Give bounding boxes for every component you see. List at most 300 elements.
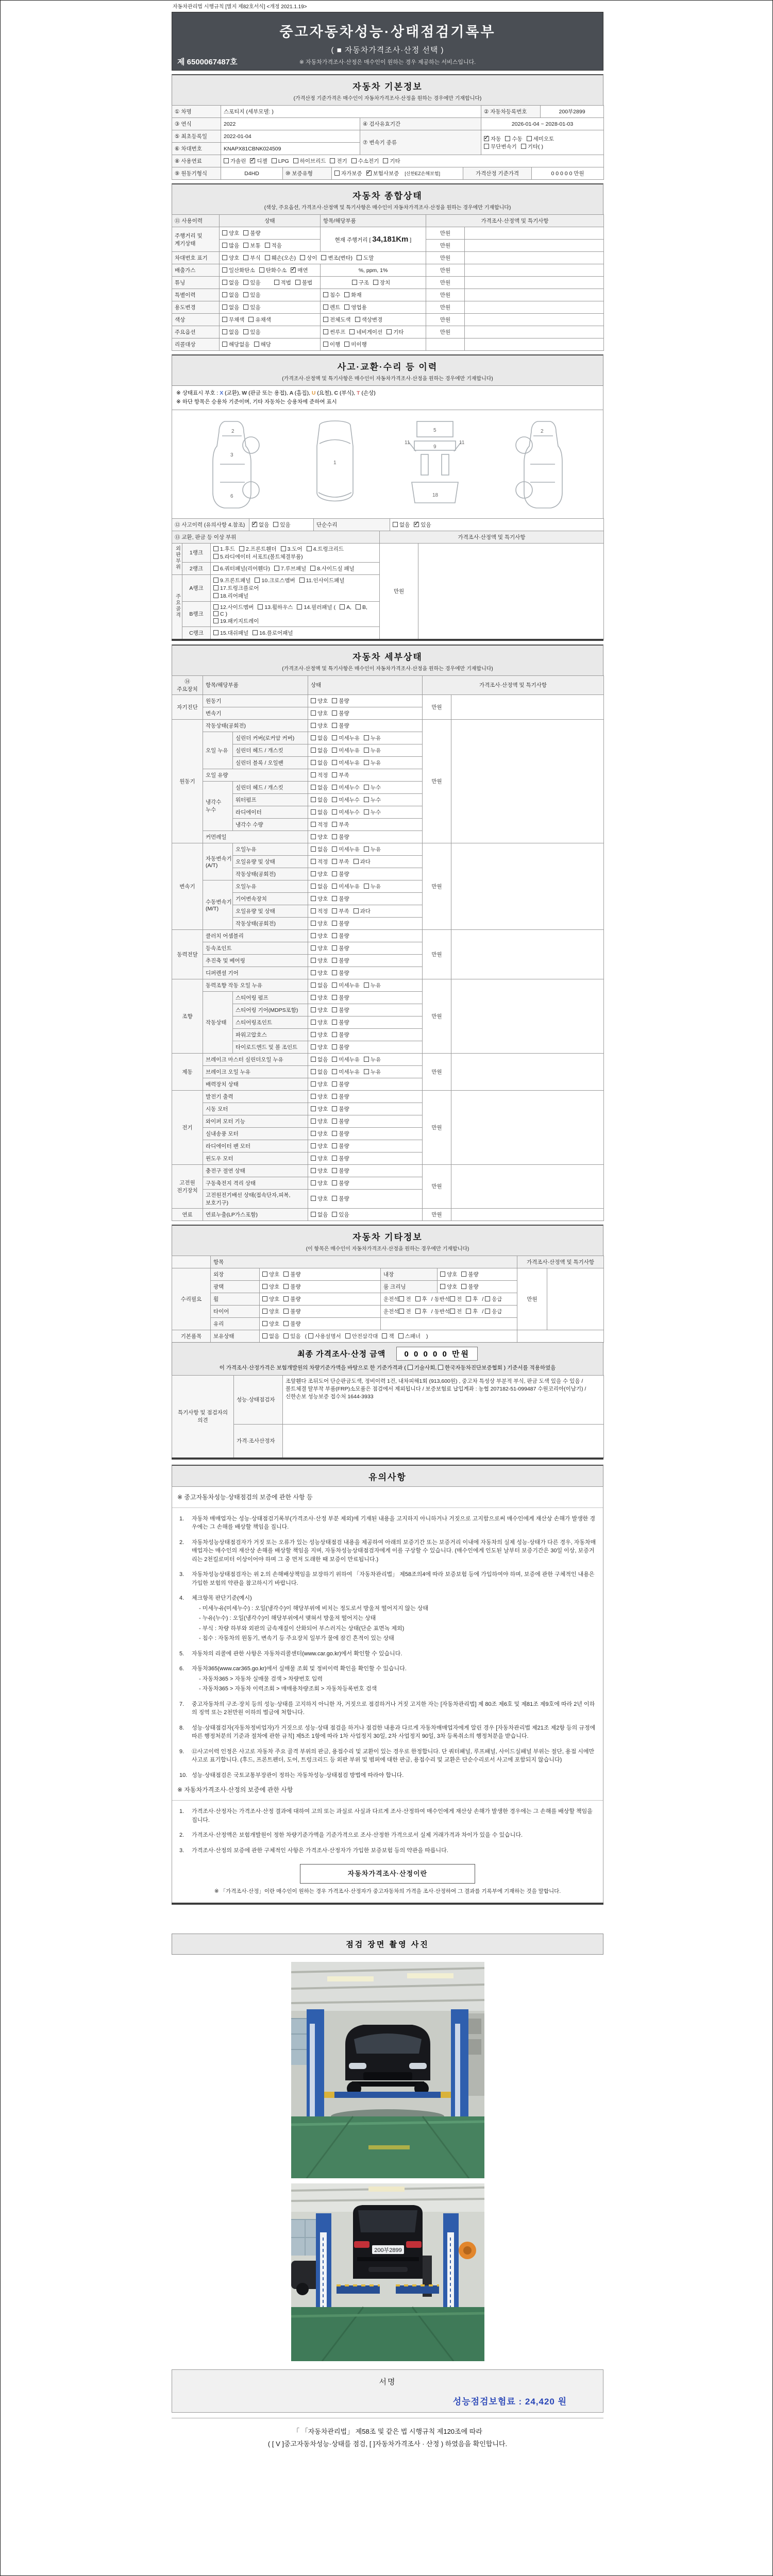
- cell: [308, 954, 423, 967]
- checkbox[interactable]: [222, 230, 227, 235]
- checkbox-option: [243, 328, 260, 336]
- checkbox[interactable]: [273, 522, 278, 527]
- checkbox-checked[interactable]: [250, 158, 255, 163]
- checkbox[interactable]: [311, 1131, 316, 1136]
- device-name: 전기: [172, 1090, 203, 1164]
- checkbox-option: [311, 1195, 328, 1202]
- checkbox[interactable]: [311, 871, 316, 876]
- cell: [308, 1164, 423, 1177]
- checkbox[interactable]: [332, 735, 337, 740]
- checkbox[interactable]: [283, 1309, 289, 1314]
- checkbox[interactable]: [484, 144, 489, 149]
- cell: C랭크: [182, 626, 211, 639]
- checkbox[interactable]: [332, 896, 337, 901]
- checkbox-option: [311, 895, 328, 903]
- checkbox[interactable]: [311, 846, 316, 852]
- checkbox[interactable]: [272, 158, 277, 163]
- option-label: 양호: [317, 945, 328, 952]
- checkbox-option: [272, 158, 289, 164]
- checkbox[interactable]: [466, 1309, 471, 1314]
- checkbox[interactable]: [345, 1333, 350, 1338]
- option-label: 매연: [297, 267, 308, 274]
- checkbox[interactable]: [311, 982, 316, 988]
- checkbox[interactable]: [450, 1296, 455, 1301]
- checkbox[interactable]: [340, 604, 345, 609]
- checkbox[interactable]: [332, 809, 337, 815]
- checkbox-option: [527, 135, 554, 143]
- car-diagram-panel: [172, 410, 603, 519]
- checkbox[interactable]: [332, 884, 337, 889]
- checkbox[interactable]: [399, 1296, 404, 1301]
- checkbox[interactable]: [354, 859, 359, 864]
- option-label: 불량: [339, 834, 349, 840]
- checkbox[interactable]: [259, 267, 264, 273]
- checkbox[interactable]: [332, 822, 337, 827]
- cell: [465, 240, 604, 252]
- checkbox[interactable]: [311, 723, 316, 728]
- checkbox[interactable]: [364, 1069, 369, 1074]
- checkbox[interactable]: [281, 546, 286, 551]
- checkbox[interactable]: [332, 871, 337, 876]
- checkbox[interactable]: [243, 243, 248, 248]
- checkbox[interactable]: [415, 1296, 421, 1301]
- checkbox[interactable]: [311, 1180, 316, 1185]
- checkbox[interactable]: [243, 292, 248, 297]
- checkbox[interactable]: [262, 1296, 267, 1301]
- checkbox[interactable]: [332, 1212, 337, 1217]
- option-label: 영업용: [351, 304, 367, 311]
- checkbox[interactable]: [283, 1284, 289, 1289]
- cell: 스티어링 펌프: [233, 991, 308, 1004]
- checkbox[interactable]: [297, 604, 302, 609]
- checkbox-option: [332, 870, 349, 878]
- checkbox[interactable]: [364, 748, 369, 753]
- checkbox-option: [355, 316, 383, 324]
- checkbox[interactable]: [364, 884, 369, 889]
- checkbox[interactable]: [311, 710, 316, 716]
- checkbox[interactable]: [248, 317, 254, 322]
- option-label: 불량: [339, 945, 349, 952]
- checkbox[interactable]: [283, 1296, 289, 1301]
- checkbox[interactable]: [311, 908, 316, 913]
- checkbox[interactable]: [399, 1309, 404, 1314]
- checkbox-option: [307, 545, 344, 553]
- checkbox[interactable]: [334, 171, 340, 176]
- checkbox[interactable]: [332, 921, 337, 926]
- cell: [465, 277, 604, 289]
- option-label: 양호: [229, 230, 240, 236]
- checkbox[interactable]: [332, 748, 337, 753]
- checkbox[interactable]: [349, 329, 355, 334]
- checkbox[interactable]: [311, 1143, 316, 1148]
- checkbox[interactable]: [332, 1156, 337, 1161]
- price-cell: 만원: [423, 843, 451, 929]
- checkbox[interactable]: [222, 255, 227, 260]
- final-price-value: 0 0 0 0 0 만원: [396, 1347, 478, 1361]
- checkbox[interactable]: [332, 1081, 337, 1087]
- checkbox[interactable]: [332, 1143, 337, 1148]
- checkbox[interactable]: [265, 243, 270, 248]
- option-label: 불량: [468, 1271, 479, 1278]
- checkbox[interactable]: [311, 1069, 316, 1074]
- checkbox[interactable]: [283, 1321, 289, 1326]
- checkbox[interactable]: [311, 958, 316, 963]
- option-label: 불량: [250, 230, 261, 236]
- checkbox[interactable]: [332, 1131, 337, 1136]
- checkbox-option: [323, 328, 345, 336]
- checkbox[interactable]: [311, 945, 316, 951]
- checkbox[interactable]: [321, 255, 326, 260]
- checkbox[interactable]: [311, 933, 316, 938]
- checkbox[interactable]: [485, 1309, 490, 1314]
- checkbox[interactable]: [364, 797, 369, 802]
- checkbox[interactable]: [307, 546, 312, 551]
- checkbox-engineer-society[interactable]: [408, 1365, 413, 1370]
- checkbox[interactable]: [262, 1321, 267, 1326]
- checkbox[interactable]: [332, 970, 337, 975]
- checkbox[interactable]: [222, 329, 227, 334]
- checkbox[interactable]: [332, 1044, 337, 1049]
- checkbox[interactable]: [332, 933, 337, 938]
- option-label: 없음: [317, 784, 328, 791]
- checkbox[interactable]: [311, 1081, 316, 1087]
- checkbox[interactable]: [332, 908, 337, 913]
- checkbox-diagnosis-association[interactable]: [438, 1365, 443, 1370]
- option-label: 미세누수: [339, 784, 360, 791]
- checkbox[interactable]: [311, 896, 316, 901]
- checkbox-option: [311, 1142, 328, 1150]
- checkbox[interactable]: [332, 1032, 337, 1037]
- checkbox[interactable]: [311, 698, 316, 703]
- cell: [308, 1103, 423, 1115]
- checkbox[interactable]: [332, 797, 337, 802]
- checkbox[interactable]: [311, 1196, 316, 1201]
- checkbox[interactable]: [332, 1118, 337, 1124]
- checkbox[interactable]: [332, 1020, 337, 1025]
- first-registration-date: 2022-01-04: [221, 130, 360, 143]
- checkbox[interactable]: [213, 554, 219, 559]
- checkbox[interactable]: [364, 809, 369, 815]
- checkbox[interactable]: [311, 859, 316, 864]
- checkbox-option: [330, 157, 347, 165]
- checkbox[interactable]: [527, 136, 532, 141]
- checkbox[interactable]: [344, 342, 349, 347]
- checkbox[interactable]: [213, 585, 219, 590]
- checkbox[interactable]: [466, 1296, 471, 1301]
- checkbox[interactable]: [213, 578, 219, 583]
- section-notices: [172, 1465, 603, 1487]
- checkbox[interactable]: [332, 772, 337, 777]
- checkbox-option: [332, 1019, 349, 1026]
- panel-rank-table: [172, 531, 603, 639]
- checkbox[interactable]: [461, 1272, 466, 1277]
- checkbox-option: [311, 759, 328, 767]
- checkbox[interactable]: [262, 1284, 267, 1289]
- cell: [451, 1164, 604, 1208]
- checkbox-option: [311, 1031, 328, 1039]
- checkbox[interactable]: [332, 710, 337, 716]
- checkbox-checked[interactable]: [414, 522, 419, 527]
- cell: 가격조사·산정액 및 특기사항: [380, 531, 604, 543]
- checkbox[interactable]: [311, 1106, 316, 1111]
- checkbox[interactable]: [274, 566, 279, 571]
- cell: [260, 1330, 517, 1342]
- checkbox[interactable]: [344, 292, 349, 297]
- option-label: 없음: [317, 747, 328, 754]
- checkbox[interactable]: [311, 735, 316, 740]
- checkbox[interactable]: [283, 1272, 289, 1277]
- checkbox[interactable]: [222, 267, 227, 273]
- checkbox-checked[interactable]: [366, 171, 372, 176]
- checkbox[interactable]: [311, 921, 316, 926]
- option-label: 불량: [339, 1180, 349, 1187]
- checkbox[interactable]: [323, 342, 328, 347]
- checkbox[interactable]: [224, 158, 229, 163]
- checkbox-option: [332, 1195, 349, 1202]
- checkbox[interactable]: [308, 1333, 313, 1338]
- checkbox[interactable]: [213, 630, 219, 635]
- checkbox[interactable]: [213, 618, 219, 623]
- checkbox[interactable]: [450, 1309, 455, 1314]
- checkbox[interactable]: [332, 834, 337, 839]
- checkbox[interactable]: [311, 809, 316, 815]
- checkbox[interactable]: [332, 1094, 337, 1099]
- checkbox-option: [332, 883, 360, 890]
- checkbox[interactable]: [311, 797, 316, 802]
- checkbox[interactable]: [323, 292, 328, 297]
- checkbox[interactable]: [393, 522, 398, 527]
- checkbox[interactable]: [293, 158, 298, 163]
- checkbox[interactable]: [295, 280, 300, 285]
- checkbox-option: [255, 577, 295, 584]
- option-label: 양호: [317, 1155, 328, 1162]
- basic-info-table: [172, 105, 604, 167]
- cell: 가격·조사산정자: [234, 1424, 283, 1458]
- checkbox[interactable]: [310, 566, 315, 571]
- checkbox[interactable]: [222, 317, 227, 322]
- checkbox-option: [366, 170, 399, 177]
- device-name: 제동: [172, 1053, 203, 1090]
- option-label: 해당없음: [229, 342, 250, 348]
- checkbox[interactable]: [243, 329, 248, 334]
- checkbox-option: [222, 279, 239, 286]
- checkbox[interactable]: [332, 1007, 337, 1012]
- checkbox[interactable]: [243, 230, 248, 235]
- checkbox[interactable]: [311, 822, 316, 827]
- option-label: 없음: [259, 521, 270, 528]
- cell: 커먼레일: [203, 831, 308, 843]
- checkbox[interactable]: [253, 630, 258, 635]
- checkbox[interactable]: [332, 760, 337, 765]
- checkbox[interactable]: [243, 304, 248, 310]
- cell: 작동상태(공회전): [233, 868, 308, 880]
- checkbox[interactable]: [364, 760, 369, 765]
- checkbox[interactable]: [398, 1333, 404, 1338]
- checkbox[interactable]: [262, 1333, 267, 1338]
- checkbox[interactable]: [311, 1007, 316, 1012]
- cell: 배력장치 상태: [203, 1078, 308, 1090]
- checkbox[interactable]: [243, 280, 248, 285]
- checkbox[interactable]: [311, 1156, 316, 1161]
- checkbox[interactable]: [311, 760, 316, 765]
- checkbox-checked[interactable]: [291, 267, 296, 273]
- option-label: 미세누수: [339, 796, 360, 803]
- checkbox[interactable]: [255, 578, 260, 583]
- cell: [321, 326, 426, 338]
- checkbox[interactable]: [311, 884, 316, 889]
- checkbox[interactable]: [352, 280, 357, 285]
- checkbox[interactable]: [222, 342, 227, 347]
- checkbox[interactable]: [239, 546, 244, 551]
- checkbox[interactable]: [323, 317, 328, 322]
- checkbox[interactable]: [311, 1057, 316, 1062]
- checkbox[interactable]: [311, 834, 316, 839]
- checkbox[interactable]: [311, 1168, 316, 1173]
- checkbox[interactable]: [213, 546, 219, 551]
- checkbox[interactable]: [274, 280, 279, 285]
- text: 스포티지 (세부모델: ): [224, 109, 274, 115]
- checkbox[interactable]: [440, 1272, 445, 1277]
- checkbox[interactable]: [311, 748, 316, 753]
- checkbox[interactable]: [373, 280, 378, 285]
- checkbox[interactable]: [332, 1057, 337, 1062]
- checkbox[interactable]: [222, 304, 227, 310]
- checkbox[interactable]: [364, 785, 369, 790]
- cell: 시동 모터: [203, 1103, 308, 1115]
- checkbox[interactable]: [383, 158, 388, 163]
- checkbox[interactable]: [332, 958, 337, 963]
- checkbox[interactable]: [332, 1196, 337, 1201]
- checkbox[interactable]: [311, 1032, 316, 1037]
- checkbox[interactable]: [386, 329, 392, 334]
- diagram-number: 2: [541, 428, 544, 434]
- checkbox[interactable]: [332, 982, 337, 988]
- checkbox[interactable]: [222, 243, 227, 248]
- checkbox[interactable]: [311, 1212, 316, 1217]
- cell: [308, 1189, 423, 1208]
- checkbox[interactable]: [505, 136, 510, 141]
- checkbox[interactable]: [364, 846, 369, 852]
- checkbox-option: [262, 1332, 279, 1340]
- cell: ⑧ 사용연료: [172, 155, 221, 167]
- checkbox[interactable]: [222, 292, 227, 297]
- checkbox[interactable]: [344, 304, 349, 310]
- cell: [308, 967, 423, 979]
- checkbox[interactable]: [323, 304, 328, 310]
- cell: [426, 338, 465, 351]
- checkbox[interactable]: [332, 1168, 337, 1173]
- cell: [308, 694, 423, 707]
- notice-item: 1. 자동차 매매업자는 성능·상태점검기록부(가격조사·산정 부분 제외)에 기재된 내용을 고지하지 아니하거나 거짓으로 고지함으로써 매수인에게 재산상 손해가 발생한 경우에는 그 손해를 배상할 책임을 집니다.: [179, 1515, 596, 1531]
- checkbox-checked[interactable]: [484, 136, 489, 141]
- cell: [517, 1330, 604, 1342]
- checkbox-option: [386, 328, 404, 336]
- checkbox[interactable]: [332, 723, 337, 728]
- checkbox[interactable]: [299, 578, 305, 583]
- option-label: 불량: [339, 698, 349, 704]
- option-label: 후: [422, 1296, 427, 1302]
- symbol-W: W: [242, 390, 249, 396]
- checkbox[interactable]: [213, 604, 219, 609]
- checkbox[interactable]: [332, 1106, 337, 1111]
- checkbox-option: [414, 521, 431, 529]
- checkbox[interactable]: [382, 1333, 387, 1338]
- checkbox[interactable]: [258, 604, 263, 609]
- checkbox[interactable]: [364, 735, 369, 740]
- section-basic-info: [172, 74, 603, 106]
- checkbox-option: [505, 135, 522, 143]
- checkbox[interactable]: [332, 995, 337, 1000]
- checkbox-option: [265, 254, 296, 262]
- checkbox[interactable]: [355, 317, 360, 322]
- checkbox[interactable]: [311, 785, 316, 790]
- checkbox[interactable]: [332, 785, 337, 790]
- checkbox[interactable]: [485, 1296, 490, 1301]
- checkbox[interactable]: [311, 1044, 316, 1049]
- checkbox[interactable]: [330, 158, 335, 163]
- checkbox[interactable]: [332, 1069, 337, 1074]
- diagram-number: 9: [433, 444, 436, 450]
- checkbox[interactable]: [254, 342, 259, 347]
- cell: [308, 1078, 423, 1090]
- checkbox[interactable]: [262, 1272, 267, 1277]
- checkbox[interactable]: [265, 255, 270, 260]
- checkbox[interactable]: [311, 995, 316, 1000]
- checkbox[interactable]: [356, 604, 361, 609]
- checkbox[interactable]: [213, 611, 219, 616]
- checkbox[interactable]: [357, 255, 362, 260]
- checkbox[interactable]: [213, 566, 219, 571]
- checkbox[interactable]: [332, 859, 337, 864]
- checkbox[interactable]: [364, 1057, 369, 1062]
- option-label: 전: [457, 1308, 462, 1315]
- cell: 만원: [380, 543, 418, 639]
- checkbox[interactable]: [283, 1333, 289, 1338]
- checkbox[interactable]: [311, 1094, 316, 1099]
- checkbox[interactable]: [521, 144, 526, 149]
- option-label: 네비게이션: [356, 329, 383, 335]
- checkbox[interactable]: [440, 1284, 445, 1289]
- checkbox[interactable]: [332, 945, 337, 951]
- checkbox[interactable]: [351, 158, 357, 163]
- cell: [308, 892, 423, 905]
- checkbox[interactable]: [243, 255, 248, 260]
- cell: 외판부위: [172, 543, 182, 574]
- checkbox[interactable]: [300, 255, 305, 260]
- checkbox-option: [332, 1031, 349, 1039]
- checkbox[interactable]: [415, 1309, 421, 1314]
- checkbox[interactable]: [323, 329, 328, 334]
- checkbox-option: [332, 1155, 349, 1162]
- checkbox[interactable]: [311, 1020, 316, 1025]
- checkbox[interactable]: [354, 908, 359, 913]
- checkbox[interactable]: [364, 982, 369, 988]
- checkbox[interactable]: [332, 698, 337, 703]
- cell: ⑨ 원동기형식: [172, 167, 221, 180]
- checkbox[interactable]: [262, 1309, 267, 1314]
- option-label: 기타( ): [527, 143, 543, 150]
- checkbox[interactable]: [332, 846, 337, 852]
- checkbox[interactable]: [461, 1284, 466, 1289]
- fuel-type: [221, 155, 604, 167]
- checkbox[interactable]: [311, 970, 316, 975]
- checkbox[interactable]: [311, 1118, 316, 1124]
- checkbox-checked[interactable]: [252, 522, 257, 527]
- checkbox[interactable]: [332, 1180, 337, 1185]
- checkbox[interactable]: [222, 280, 227, 285]
- checkbox[interactable]: [213, 593, 219, 598]
- checkbox[interactable]: [311, 772, 316, 777]
